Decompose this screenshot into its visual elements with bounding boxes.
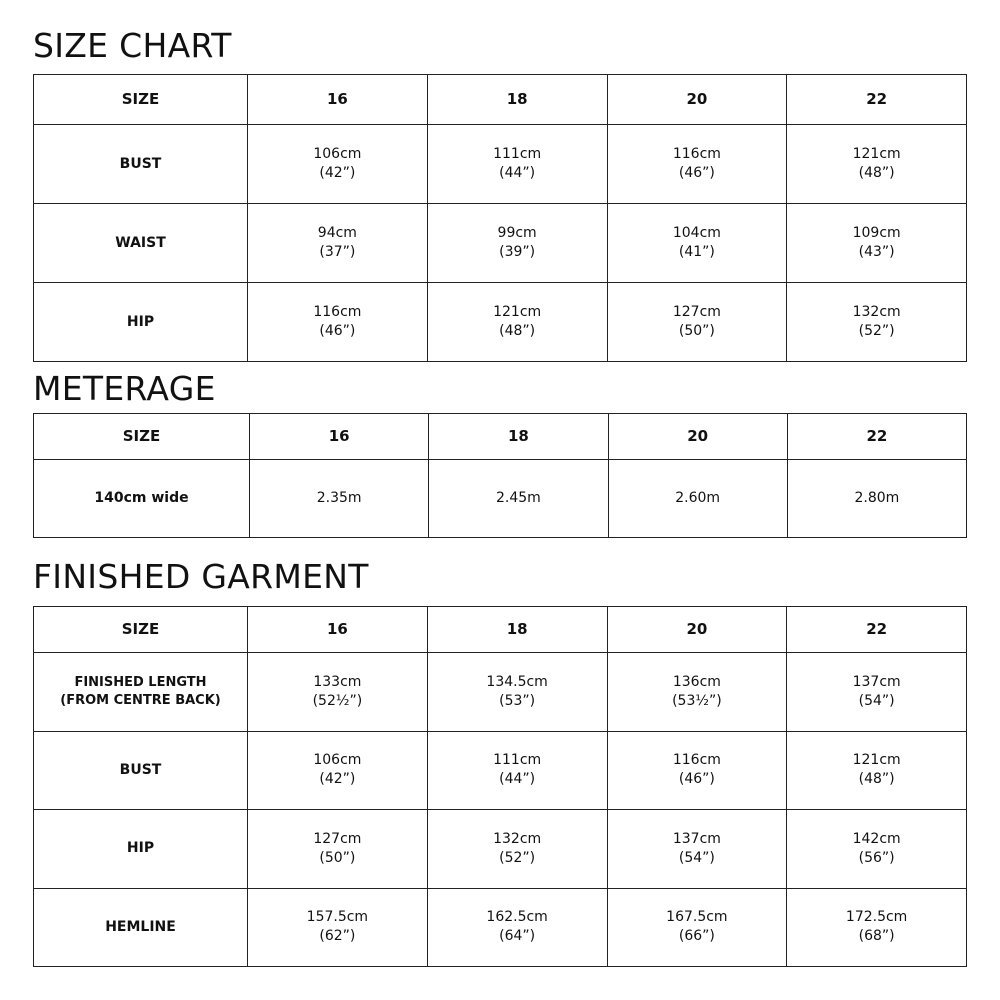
header-cell-18: 18 — [429, 414, 608, 460]
measurement-cell: 109cm (43”) — [787, 204, 967, 283]
finished-garment-table — [33, 606, 967, 967]
row-label: 140cm wide — [34, 460, 250, 538]
measurement-cell: 132cm (52”) — [427, 810, 607, 889]
row-label: FINISHED LENGTH (FROM CENTRE BACK) — [34, 653, 248, 732]
measurement-cell: 2.80m — [787, 460, 966, 538]
measurement-cell: 106cm (42”) — [248, 731, 428, 810]
table-row — [34, 283, 967, 362]
measurement-cell: 99cm (39”) — [427, 204, 607, 283]
header-cell-20: 20 — [607, 607, 787, 653]
row-label: BUST — [34, 125, 248, 204]
header-cell-22: 22 — [787, 607, 967, 653]
measurement-cell: 133cm (52½”) — [248, 653, 428, 732]
header-cell-size: SIZE — [34, 607, 248, 653]
header-cell-size: SIZE — [34, 75, 248, 125]
measurement-cell: 116cm (46”) — [248, 283, 428, 362]
meterage-table — [33, 413, 967, 538]
table-header-row — [34, 75, 967, 125]
measurement-cell: 127cm (50”) — [248, 810, 428, 889]
measurement-cell: 121cm (48”) — [787, 731, 967, 810]
measurement-cell: 94cm (37”) — [248, 204, 428, 283]
measurement-cell: 111cm (44”) — [427, 125, 607, 204]
measurement-cell: 104cm (41”) — [607, 204, 787, 283]
measurement-cell: 121cm (48”) — [787, 125, 967, 204]
measurement-cell: 142cm (56”) — [787, 810, 967, 889]
header-cell-20: 20 — [607, 75, 787, 125]
header-cell-16: 16 — [248, 75, 428, 125]
meterage-title: METERAGE — [33, 369, 216, 408]
table-row — [34, 204, 967, 283]
header-cell-22: 22 — [787, 414, 966, 460]
measurement-cell: 116cm (46”) — [607, 125, 787, 204]
measurement-cell: 137cm (54”) — [787, 653, 967, 732]
row-label: WAIST — [34, 204, 248, 283]
measurement-cell: 2.45m — [429, 460, 608, 538]
header-cell-18: 18 — [427, 75, 607, 125]
row-label: HIP — [34, 810, 248, 889]
measurement-cell: 2.60m — [608, 460, 787, 538]
measurement-cell: 106cm (42”) — [248, 125, 428, 204]
table-header-row — [34, 414, 967, 460]
measurement-cell: 2.35m — [250, 460, 429, 538]
measurement-cell: 157.5cm (62”) — [248, 888, 428, 967]
size-chart-title: SIZE CHART — [33, 26, 232, 65]
size-chart-table — [33, 74, 967, 362]
row-label: HEMLINE — [34, 888, 248, 967]
measurement-cell: 172.5cm (68”) — [787, 888, 967, 967]
measurement-cell: 136cm (53½”) — [607, 653, 787, 732]
table-header-row — [34, 607, 967, 653]
table-row — [34, 731, 967, 810]
measurement-cell: 137cm (54”) — [607, 810, 787, 889]
header-cell-16: 16 — [248, 607, 428, 653]
header-cell-size: SIZE — [34, 414, 250, 460]
measurement-cell: 116cm (46”) — [607, 731, 787, 810]
finished-garment-title: FINISHED GARMENT — [33, 557, 369, 596]
measurement-cell: 134.5cm (53”) — [427, 653, 607, 732]
row-label: BUST — [34, 731, 248, 810]
measurement-cell: 162.5cm (64”) — [427, 888, 607, 967]
table-row — [34, 888, 967, 967]
measurement-cell: 132cm (52”) — [787, 283, 967, 362]
measurement-cell: 111cm (44”) — [427, 731, 607, 810]
measurement-cell: 121cm (48”) — [427, 283, 607, 362]
table-row — [34, 653, 967, 732]
table-row — [34, 460, 967, 538]
header-cell-20: 20 — [608, 414, 787, 460]
row-label: HIP — [34, 283, 248, 362]
table-row — [34, 810, 967, 889]
header-cell-16: 16 — [250, 414, 429, 460]
header-cell-18: 18 — [427, 607, 607, 653]
measurement-cell: 167.5cm (66”) — [607, 888, 787, 967]
header-cell-22: 22 — [787, 75, 967, 125]
table-row — [34, 125, 967, 204]
measurement-cell: 127cm (50”) — [607, 283, 787, 362]
